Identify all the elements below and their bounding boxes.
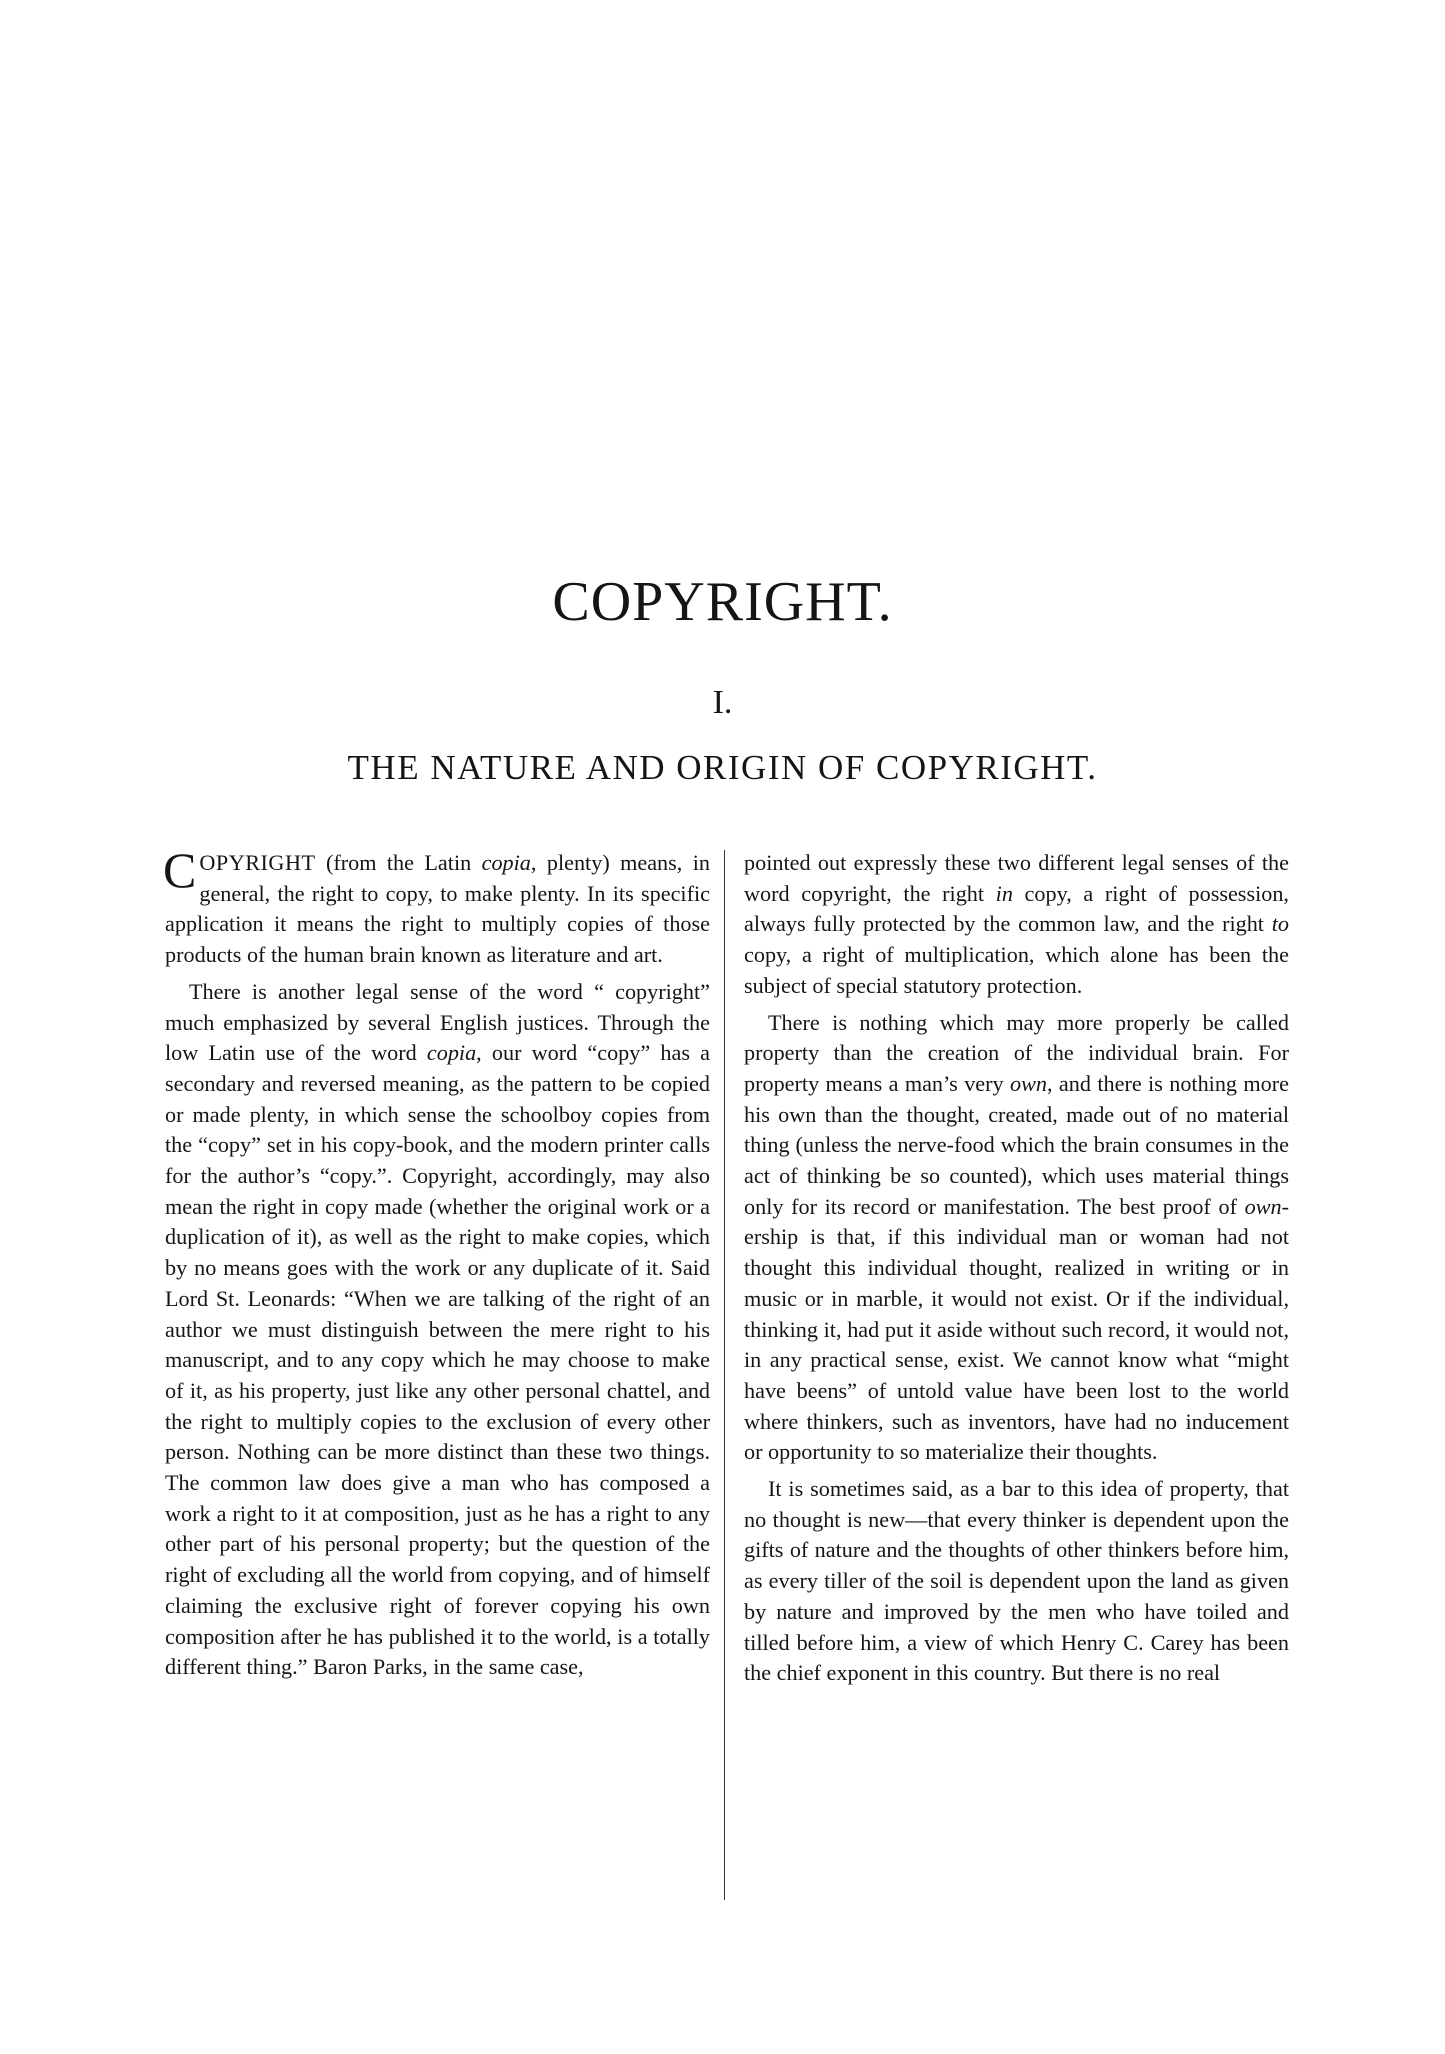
paragraph-text: It is sometimes said, as a bar to this idea of property, that no thought is new—that every thinker is dependent upon the gifts of nature and the thoughts of other thinkers before him, as every tiller of the soil is dependent upon the land as given by nature and improved by the men who have toiled and tilled before him, a view of which Henry C. Carey has been the chief exponent in this country. But there is no real: [744, 1476, 1289, 1686]
small-caps-word: OPYRIGHT: [199, 850, 316, 875]
paragraph-text: , our word “copy” has a secondary and reversed meaning, as the pattern to be copied or made plenty, in which sense the schoolboy copies from the “copy” set in his copy-book, and the modern printer calls for the author’s “copy.”. Copyright, accordingly, may also mean the right in copy made (whether the original work or a duplication of it), as well as the right to make copies, which by no means goes with the work or any duplicate of it. Said Lord St. Leonards: “When we are talking of the right of an author we must distinguish between the mere right to his manuscript, and to any copy which he may choose to make of it, as his property, just like any other personal chattel, and the right to multiply copies to the exclusion of every other person. Nothing can be more distinct than these two things. The common law does give a man who has composed a work a right to it at composition, just as he has a right to any other part of his personal property; but the question of the right of excluding all the world from copying, and of himself claiming the exclusive right of forever copying his own composition after he has published it to the world, is a totally different thing.” Baron Parks, in the same case,: [165, 1040, 710, 1680]
chapter-title: THE NATURE AND ORIGIN OF COPYRIGHT.: [347, 748, 1098, 787]
drop-cap: C: [163, 842, 197, 898]
paragraph-text: copy, a right of possession, always fully protected by the common law, and the right: [744, 880, 1289, 937]
left-column: [163, 842, 710, 1689]
paragraph: [163, 842, 710, 971]
column-divider: [724, 850, 725, 1900]
paragraph: [744, 1008, 1289, 1469]
paragraph-text: (from the Latin: [315, 850, 482, 875]
paragraph-text: There is nothing which may more properly be called property than the creation of the individual brain. For property means a man’s very: [744, 1009, 1289, 1096]
italic-term: own: [1244, 1193, 1282, 1219]
paragraph: [744, 1474, 1289, 1689]
paragraph-text: copy, a right of multiplication, which alone has been the subject of special statutory protection.: [744, 942, 1289, 998]
page-title: COPYRIGHT.: [552, 571, 893, 633]
italic-term: to: [1271, 911, 1289, 937]
italic-term: copia: [481, 850, 531, 875]
chapter-number: I.: [712, 684, 733, 721]
paragraph-text: pointed out expressly these two different legal senses of the word copyright, the right: [744, 850, 1289, 906]
paragraph-text: There is another legal sense of the word “ copyright” much emphasized by several English justices. Through the low Latin use of the word: [165, 978, 710, 1066]
italic-term: in: [995, 880, 1013, 906]
paragraph-text: -ership is that, if this individual man or woman had not thought this individual thought, realized in writing or in music or in marble, it would not exist. Or if the individual, thinking it, had put it aside without such record, it would not, in any practical sense, exist. We cannot know what “might have beens” of untold value have been lost to the world where thinkers, such as inventors, have had no inducement or opportunity to so materialize their thoughts.: [744, 1193, 1289, 1465]
paragraph: [744, 848, 1289, 1002]
paragraph-text: , plenty) means, in general, the right to copy, to make plenty. In its specific application it means the right to multiply copies of those products of the human brain known as literature and art.: [165, 850, 710, 968]
italic-term: own: [1010, 1070, 1047, 1096]
right-column: [744, 848, 1289, 1695]
italic-term: copia: [426, 1040, 477, 1066]
paragraph: [165, 977, 710, 1683]
paragraph-text: , and there is nothing more his own than the thought, created, made out of no material thing (unless the nerve-food which the brain consumes in the act of thinking be so counted), which uses material things only for its record or manifestation. The best proof of: [744, 1070, 1289, 1219]
